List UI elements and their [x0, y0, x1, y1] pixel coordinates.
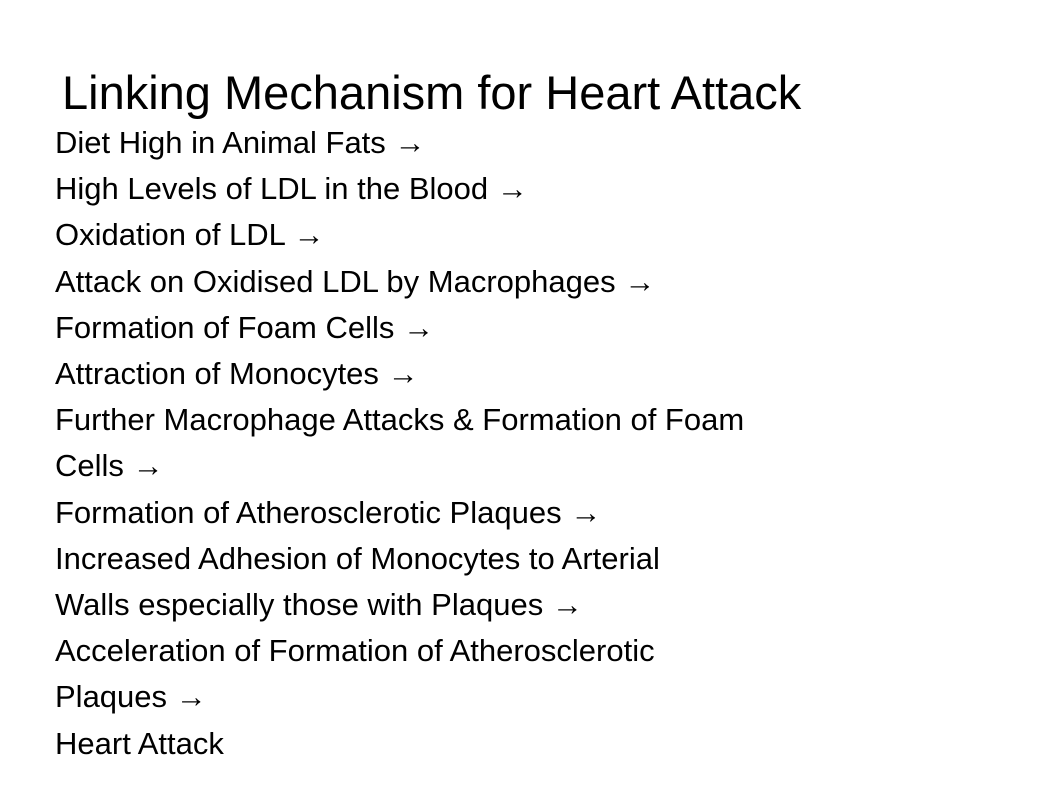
- mechanism-step-line: Formation of Foam Cells →: [55, 309, 434, 345]
- mechanism-step-line: Plaques →: [55, 679, 207, 715]
- mechanism-step-list: [55, 120, 1015, 767]
- mechanism-step-line: Further Macrophage Attacks & Formation of Foam: [55, 402, 745, 438]
- mechanism-step-line: Oxidation of LDL →: [55, 217, 325, 253]
- mechanism-step-line: Heart Attack: [55, 725, 224, 761]
- mechanism-step-line: Walls especially those with Plaques →: [55, 587, 583, 623]
- mechanism-step-line: Increased Adhesion of Monocytes to Arterial: [55, 540, 660, 576]
- mechanism-step-line: Acceleration of Formation of Atherosclerotic: [55, 633, 655, 669]
- mechanism-step-line: Cells →: [55, 448, 164, 484]
- mechanism-step-line: Diet High in Animal Fats →: [55, 125, 426, 160]
- slide-title: Linking Mechanism for Heart Attack: [62, 66, 802, 119]
- mechanism-step-line: High Levels of LDL in the Blood →: [55, 171, 528, 207]
- mechanism-step-line: Attack on Oxidised LDL by Macrophages →: [55, 263, 656, 299]
- mechanism-step-line: Attraction of Monocytes →: [55, 356, 419, 392]
- mechanism-step-line: Formation of Atherosclerotic Plaques →: [55, 494, 602, 530]
